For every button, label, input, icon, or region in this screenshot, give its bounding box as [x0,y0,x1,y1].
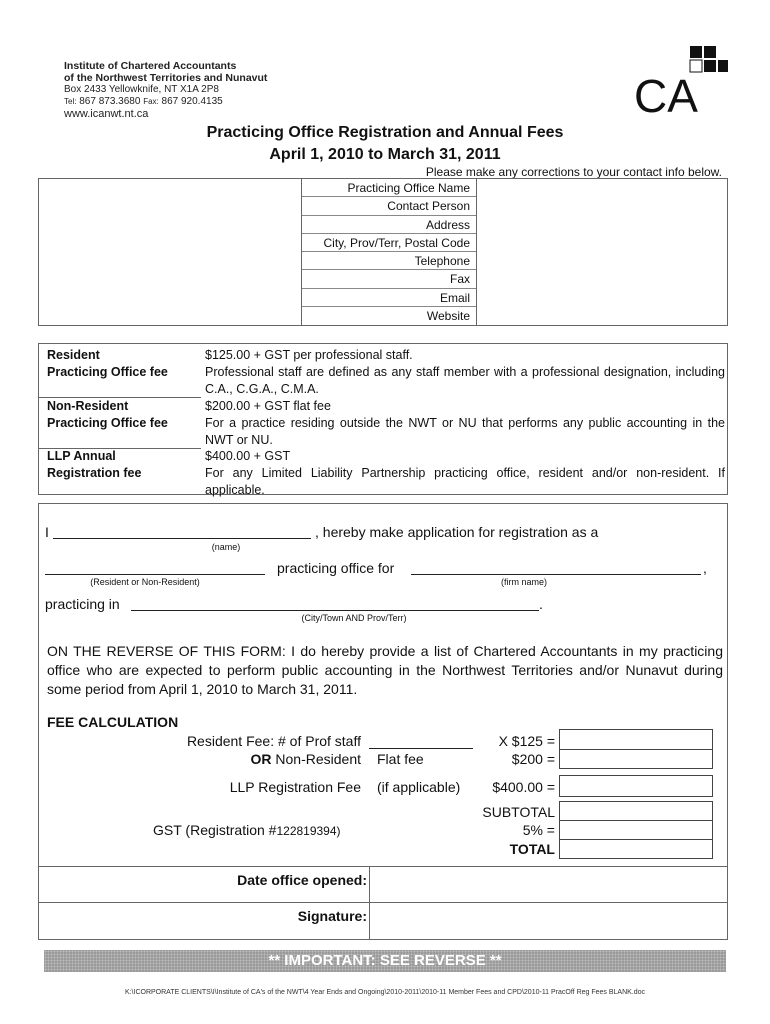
org-name-line1: Institute of Chartered Accountants [64,60,237,72]
fee-nonresident-desc: $200.00 + GST flat fee For a practice residing outside the NWT or NU that performs any public accounting in the NWT or NU. [205,399,725,447]
page-title: Practicing Office Registration and Annual Fees [206,124,564,141]
gst-label: GST (Registration #122819394) [153,822,341,838]
llp-amount-box[interactable] [559,775,713,797]
field-email: Email [302,289,476,307]
date-opened-field[interactable] [371,868,723,900]
fee200: $200 = [511,751,555,767]
org-info [64,60,267,120]
fax-number: 867 920.4135 [161,96,223,107]
logo-text: CA [634,70,698,118]
signature-field[interactable] [371,904,723,938]
name-caption: (name) [211,542,241,552]
fee-resident-desc: $125.00 + GST per professional staff. Professional staff are defined as any staff member with a professional designation, including C.A., C.G.A., C.M.A. [205,348,725,396]
tel-number: 867 873.3680 [79,96,141,107]
gst-pct: 5% = [522,822,555,838]
org-name-line2: of the Northwest Territories and Nunavut [64,72,268,84]
comma: , [703,560,707,576]
app-i: I [45,524,49,540]
ca-logo [632,46,728,118]
field-contact-person: Contact Person [302,197,476,215]
fee400: $400.00 = [492,779,555,795]
application-box [38,503,728,940]
totals-box[interactable] [559,801,713,859]
fee-nonresident-label: Non-Resident Practicing Office fee [47,399,168,430]
name-line[interactable] [53,522,311,539]
prof-staff-line[interactable] [369,732,473,749]
city-caption: (City/Town AND Prov/Terr) [301,613,407,623]
firm-name-line[interactable] [411,558,701,575]
firm-caption: (firm name) [500,577,547,587]
app-practicing-in: practicing in [45,596,120,612]
flat-fee-label: Flat fee [377,751,424,767]
page-subtitle: April 1, 2010 to March 31, 2011 [269,146,501,163]
tel-label: Tel: [64,97,77,106]
resident-type-line[interactable] [45,558,265,575]
app-hereby: , hereby make application for registration as a [315,524,599,540]
total-label: TOTAL [509,841,555,857]
llp-fee-label: LLP Registration Fee [229,779,361,795]
signature-label: Signature: [297,908,367,924]
if-applicable: (if applicable) [377,779,461,795]
fax-label: Fax: [143,97,159,106]
contact-note: Please make any corrections to your contact info below. [425,165,722,179]
fee-llp-label: LLP Annual Registration fee [47,449,142,480]
date-opened-label: Date office opened: [237,872,367,888]
fee-llp-desc: $400.00 + GST For any Limited Liability Partnership practicing office, resident and/or non-resident. If applicable. [205,449,725,497]
field-city: City, Prov/Terr, Postal Code [302,234,476,252]
field-office-name: Practicing Office Name [302,179,476,197]
field-address: Address [302,216,476,234]
important-banner: ** IMPORTANT: SEE REVERSE ** [44,950,726,972]
footer-path: K:\ICORPORATE CLIENTS\I\Institute of CA's of the NWT\4 Year Ends and Ongoing\2010-2011\2010-11 Member Fees and CPD\2010-11 PracOff Reg Fees BLANK.doc [124,989,646,996]
reverse-text: ON THE REVERSE OF THIS FORM: I do hereby provide a list of Chartered Accountants in my practicing office who are expected to perform public accounting in the Northwest Territories and/or Nunavut during some period from April 1, 2010 to March 31, 2011. [47,643,723,697]
field-fax: Fax [302,270,476,288]
app-practicing-office-for: practicing office for [277,560,395,576]
x125: X $125 = [498,733,555,749]
period: . [539,596,543,612]
org-address: Box 2433 Yellowknife, NT X1A 2P8 [64,84,219,95]
fee-calc-heading: FEE CALCULATION [47,714,179,730]
field-telephone: Telephone [302,252,476,270]
resident-caption: (Resident or Non-Resident) [90,577,200,587]
non-resident-label: OR Non-Resident [250,751,361,767]
org-website: www.icanwt.nt.ca [64,108,149,120]
contact-box [38,178,728,326]
city-line[interactable] [131,594,539,611]
fees-box [38,343,728,495]
resident-fee-label: Resident Fee: # of Prof staff [186,733,361,749]
contact-fields [301,179,477,325]
subtotal-label: SUBTOTAL [482,804,555,820]
fee-resident-label: Resident Practicing Office fee [47,348,168,379]
field-website: Website [426,308,470,323]
